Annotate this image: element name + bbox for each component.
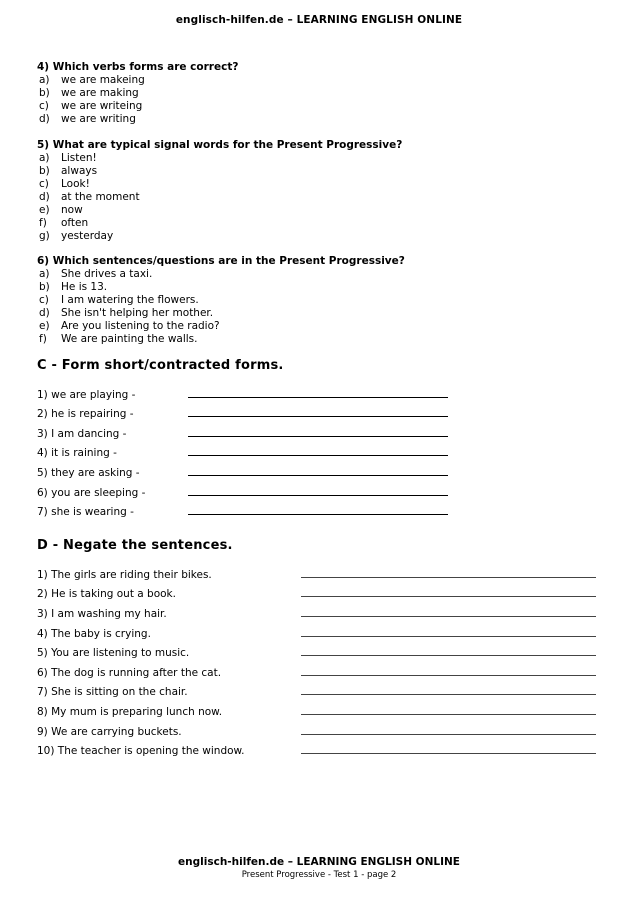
option: g) yesterday <box>39 230 114 242</box>
exercise-row: 8) My mum is preparing lunch now. <box>37 698 602 718</box>
section-c-title: C - Form short/contracted forms. <box>37 358 284 373</box>
worksheet-content <box>37 61 602 757</box>
answer-line[interactable] <box>301 595 596 597</box>
section-c <box>37 358 602 518</box>
answer-line[interactable] <box>301 752 596 754</box>
answer-line[interactable] <box>188 494 448 496</box>
answer-line[interactable] <box>301 733 596 735</box>
answer-line[interactable] <box>188 513 448 515</box>
answer-line[interactable] <box>301 654 596 656</box>
exercise-row: 3) I am washing my hair. <box>37 600 602 620</box>
exercise-row: 5) You are listening to music. <box>37 640 602 660</box>
footer-subtitle: Present Progressive - Test 1 - page 2 <box>241 870 397 880</box>
answer-line[interactable] <box>301 615 596 617</box>
option: b) we are making <box>39 87 139 99</box>
option: a) we are makeing <box>39 74 145 86</box>
question-title: 6) Which sentences/questions are in the Present Progressive? <box>37 255 405 267</box>
option: f) We are painting the walls. <box>39 333 198 345</box>
option: a) Listen! <box>39 152 97 164</box>
option: e) now <box>39 204 83 216</box>
option: c) we are writeing <box>39 100 143 112</box>
answer-line[interactable] <box>301 635 596 637</box>
option: b) He is 13. <box>39 281 108 293</box>
exercise-row: 4) The baby is crying. <box>37 620 602 640</box>
page-header: englisch-hilfen.de – LEARNING ENGLISH ONLINE <box>175 14 463 26</box>
exercise-row: 7) She is sitting on the chair. <box>37 679 602 699</box>
question-4 <box>37 61 602 126</box>
exercise-row: 1) The girls are riding their bikes. <box>37 561 602 581</box>
footer-title: englisch-hilfen.de – LEARNING ENGLISH ONLINE <box>178 856 460 868</box>
answer-line[interactable] <box>301 576 596 578</box>
option: d) at the moment <box>39 191 140 203</box>
answer-line[interactable] <box>301 713 596 715</box>
answer-line[interactable] <box>188 396 448 398</box>
option: c) Look! <box>39 178 90 190</box>
exercise-row: 3) I am dancing - <box>37 420 602 440</box>
section-d <box>37 538 602 757</box>
answer-line[interactable] <box>188 415 448 417</box>
exercise-row: 2) He is taking out a book. <box>37 581 602 601</box>
question-title: 5) What are typical signal words for the Present Progressive? <box>37 139 403 151</box>
exercise-row: 5) they are asking - <box>37 459 602 479</box>
question-title: 4) Which verbs forms are correct? <box>37 61 239 73</box>
option: d) we are writing <box>39 113 136 125</box>
option: a) She drives a taxi. <box>39 268 153 280</box>
question-6 <box>37 255 602 346</box>
exercise-row: 10) The teacher is opening the window. <box>37 738 602 758</box>
option: b) always <box>39 165 98 177</box>
exercise-row: 6) you are sleeping - <box>37 479 602 499</box>
exercise-row: 7) she is wearing - <box>37 499 602 519</box>
option: e) Are you listening to the radio? <box>39 320 220 332</box>
exercise-row: 6) The dog is running after the cat. <box>37 659 602 679</box>
option: c) I am watering the flowers. <box>39 294 199 306</box>
option: f) often <box>39 217 89 229</box>
exercise-row: 1) we are playing - <box>37 381 602 401</box>
exercise-row: 2) he is repairing - <box>37 401 602 421</box>
answer-line[interactable] <box>188 454 448 456</box>
answer-line[interactable] <box>301 674 596 676</box>
exercise-row: 4) it is raining - <box>37 440 602 460</box>
section-d-title: D - Negate the sentences. <box>37 538 233 554</box>
option: d) She isn't helping her mother. <box>39 307 214 319</box>
exercise-row: 9) We are carrying buckets. <box>37 718 602 738</box>
answer-line[interactable] <box>188 435 448 437</box>
answer-line[interactable] <box>188 474 448 476</box>
question-5 <box>37 139 602 243</box>
answer-line[interactable] <box>301 693 596 695</box>
